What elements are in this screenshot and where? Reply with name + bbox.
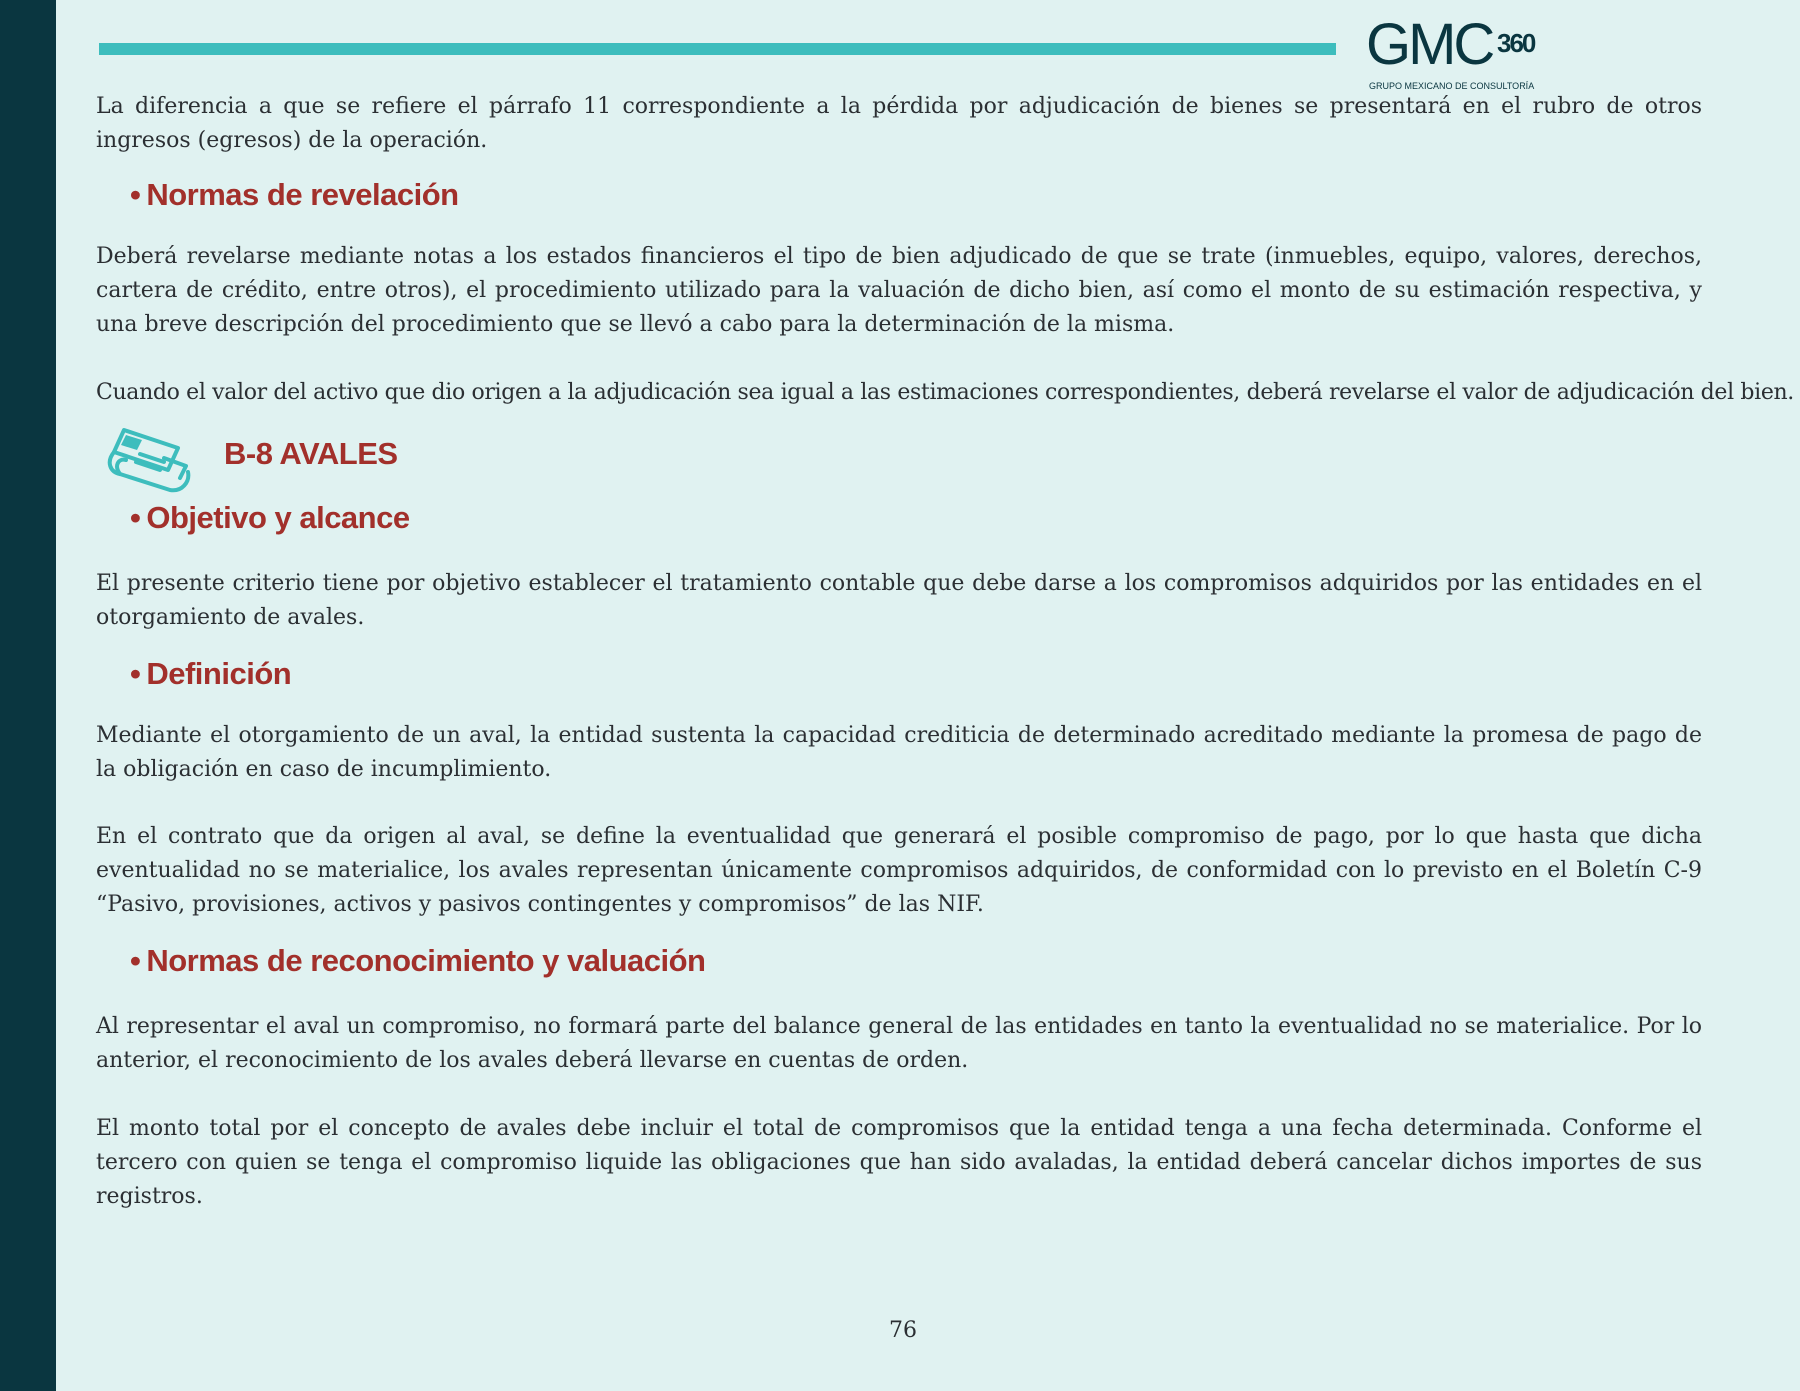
section-heading-definicion bbox=[96, 654, 1702, 694]
logo-superscript: 360 bbox=[1497, 28, 1535, 58]
left-sidebar-band bbox=[0, 0, 56, 1391]
section-heading-text: Normas de reconocimiento y valuación bbox=[146, 943, 706, 978]
paragraph-revelacion-1: Deberá revelarse mediante notas a los estados financieros el tipo de bien adjudicado de que se trate (inmuebles, equipo, valores, derechos, cartera de crédito, entre otros), el procedimiento utilizado para la valuación de dicho bien, así como el monto de su estimación respectiva, y una breve descripción del procedimiento que se llevó a cabo para la determinación de la misma. bbox=[96, 244, 1702, 337]
paragraph-reconocimiento-1: Al representar el aval un compromiso, no formará parte del balance general de las entidades en tanto la eventualidad no se materialice. Por lo anterior, el reconocimiento de los avales deberá llevarse en cuentas de orden. bbox=[96, 1014, 1702, 1073]
paragraph-definicion-1: Mediante el otorgamiento de un aval, la entidad sustenta la capacidad crediticia de determinado acreditado mediante la promesa de pago de la obligación en caso de incumplimiento. bbox=[96, 723, 1702, 782]
bullet-icon: • bbox=[130, 943, 141, 978]
document-stack-icon bbox=[104, 418, 204, 498]
section-heading-objetivo bbox=[96, 498, 1702, 538]
paragraph-objetivo: El presente criterio tiene por objetivo establecer el tratamiento contable que debe darse a los compromisos adquiridos por las entidades en el otorgamiento de avales. bbox=[96, 571, 1702, 630]
bullet-icon: • bbox=[130, 656, 141, 691]
logo-tagline: GRUPO MEXICANO DE CONSULTORÍA bbox=[1369, 81, 1535, 91]
section-heading-text: Objetivo y alcance bbox=[146, 500, 410, 535]
paragraph-revelacion-2: Cuando el valor del activo que dio origen a la adjudicación sea igual a las estimaciones correspondientes, deberá revelarse el valor de adjudicación del bien. bbox=[96, 380, 1794, 405]
section-heading-reconocimiento bbox=[96, 941, 1702, 981]
section-heading-text: Normas de revelación bbox=[146, 177, 459, 212]
section-heading-text: Definición bbox=[146, 656, 292, 691]
paragraph-definicion-2: En el contrato que da origen al aval, se define la eventualidad que generará el posible compromiso de pago, por lo que hasta que dicha eventualidad no se materialice, los avales representan únicamente compromisos adquiridos, de conformidad con lo previsto en el Boletín C-9 “Pasivo, provisiones, activos y pasivos contingentes y compromisos” de las NIF. bbox=[96, 824, 1702, 917]
chapter-heading bbox=[96, 418, 1702, 498]
section-heading-revelacion bbox=[96, 175, 1702, 215]
page-number: 76 bbox=[889, 1318, 917, 1343]
bullet-icon: • bbox=[130, 500, 141, 535]
gmc-logo bbox=[1366, 12, 1546, 91]
logo-wordmark: GMC bbox=[1366, 12, 1493, 77]
chapter-title: B-8 AVALES bbox=[224, 436, 398, 471]
header-rule bbox=[99, 43, 1336, 55]
paragraph-intro: La diferencia a que se refiere el párrafo 11 correspondiente a la pérdida por adjudicación de bienes se presentará en el rubro de otros ingresos (egresos) de la operación. bbox=[96, 94, 1702, 153]
page-content bbox=[96, 90, 1794, 1214]
paragraph-reconocimiento-2: El monto total por el concepto de avales debe incluir el total de compromisos que la entidad tenga a una fecha determinada. Conforme el tercero con quien se tenga el compromiso liquide las obligaciones que han sido avaladas, la entidad deberá cancelar dichos importes de sus registros. bbox=[96, 1116, 1702, 1209]
bullet-icon: • bbox=[130, 177, 141, 212]
